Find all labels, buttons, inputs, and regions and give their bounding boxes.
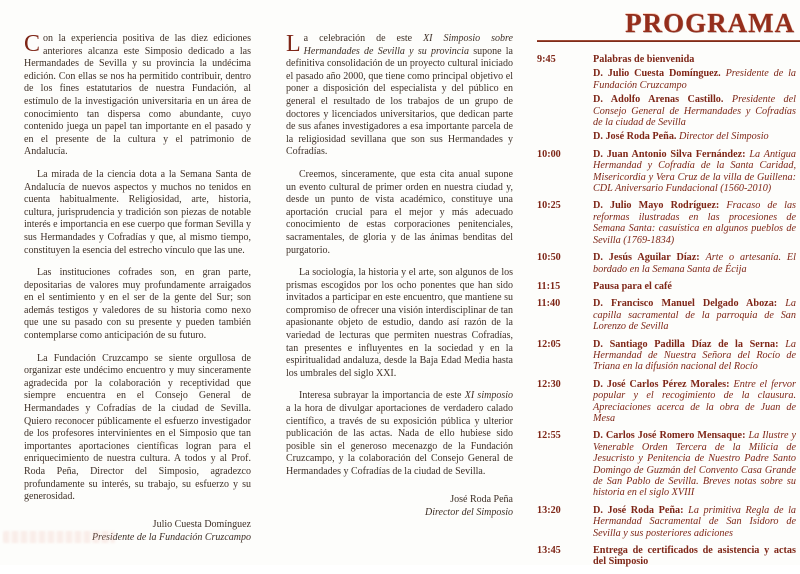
speaker-name: D. Julio Cuesta Domínguez. [593,68,721,80]
signature-role: Director del Simposio [425,506,513,518]
middle-column [286,33,513,519]
entry-time: 10:00 [537,148,561,160]
entry-time: 10:25 [537,200,561,212]
program-entry [537,252,796,275]
paragraph [286,33,513,159]
entry-speaker [593,131,796,142]
program-entry [537,149,796,195]
entry-body [593,200,796,246]
program-entry [537,281,796,292]
paragraph: La sociología, la historia y el arte, son algunos de los prismas escogidos por los ocho ponentes que han sido invitados a participar en este encuentro, que mantiene su compromiso de ofrecer una visión interdisciplinar de tan apasionante objeto de estudio, dando así razón de la variedad de lecturas que permiten nuestras Cofradías, tan presentes e influyentes en la sociedad y en la espiritualidad andaluza, desde la Baja Edad Media hasta los umbrales del siglo XXI. [286,267,513,379]
entry-speaker [593,505,796,539]
entry-topic: Fracaso de las reformas ilustradas en las procesiones de Semana Santa: casuística en algunos pueblos de Sevilla (1769-1834) [593,200,797,246]
entry-time: 11:40 [537,298,561,310]
entry-body [593,379,796,425]
entry-time: 12:30 [537,378,561,390]
left-column [24,33,251,544]
entry-time: 13:45 [537,545,561,557]
entry-topic: Arte o artesanía. El bordado en la Semana Santa de Écija [593,252,796,275]
entry-speaker [593,298,796,332]
program-entry [537,545,796,568]
entry-body [593,149,796,195]
paragraph [286,390,513,478]
speaker-role: Presidente del Consejo General de Hermandades y Cofradías de la ciudad de Sevilla [593,94,796,129]
entry-speaker [593,379,796,425]
entry-speaker [593,149,796,195]
speaker-name: D. Francisco Manuel Delgado Aboza: [593,298,778,310]
paragraph-text: a la hora de divulgar aportaciones de verdadero calado científico, a través de su exposición pública y ulterior publicación de las actas. Nada de ello hubiese sido posible sin el generoso mecenazgo de la Fundación Cruzcampo, y la colaboración del Consejo General de Hermandades y Cofradías de la ciudad de Sevilla. [286,403,513,477]
drop-cap: L [286,31,301,57]
paragraph: Creemos, sinceramente, que esta cita anual supone un evento cultural de primer orden en nuestra ciudad y, desde un punto de vista académico, constituye una aportación crucial para el mejor y más adecuado conocimiento de estas corporaciones penitenciales, sacramentales, de gloria y de las ánimas benditas del purgatorio. [286,168,513,256]
entry-body [593,252,796,275]
watermark [3,531,115,543]
program-title: PROGRAMA [625,8,795,38]
signature-role: Presidente de la Fundación Cruzcampo [91,531,251,543]
entry-body [593,298,796,332]
paragraph-text: on la experiencia positiva de las diez ediciones anteriores alcanza este Simposio dedicado a las Hermandades de Sevilla y su provincia la undécima edición. Con ellas se nos ha permitido contribuir, dentro de los fines estatutarios de nuestra Fundación, al estímulo de la investigación universitaria en un área de conocimiento tan dispersa como abundante, cuyo contenido juega un papel tan importante en el pasado y en el presente de la cultura y el patrimonio de Andalucía. [24,33,251,158]
program-schedule [537,54,796,574]
signature-middle [286,493,513,519]
entry-time: 10:50 [537,252,561,264]
speaker-name: D. Carlos José Romero Mensaque: [593,430,746,442]
paragraph-italic: XI Simposio sobre Hermandades de Sevilla y su provincia [303,33,513,57]
entry-topic: La Hermandad de Nuestra Señora del Rocío de Triana en la difusión nacional del Rocío [593,338,797,373]
speaker-name: D. José Carlos Pérez Morales: [593,378,730,390]
entry-topic: La Antigua Hermandad y Cofradía de la Santa Caridad, Misericordia y Vera Cruz de la villa de Guillena: CDL Aniversario Fundacional (1560-2010) [593,148,796,195]
speaker-name: D. Santiago Padilla Díaz de la Serna: [593,338,779,350]
paragraph: La Fundación Cruzcampo se siente orgullosa de organizar este undécimo encuentro y muy sinceramente agradecida por la colaboración y receptividad que siempre encuentra en el Consejo General de Hermandades y Cofradías de la ciudad de Sevilla. Quiero reconocer públicamente el esfuerzo investigador de los profesores intervinientes en el Simposio que tan importantes aportaciones científicas logran para el enriquecimiento de nuestra cultura. A todos y al Prof. Roda Peña, Director del Simposio, agradezco profundamente su interés, su trabajo, su esfuerzo y su generosidad. [24,352,251,503]
entry-speaker [593,68,796,91]
entry-body [593,505,796,539]
speaker-role: Presidente de la Fundación Cruzcampo [593,68,796,91]
entry-speaker [593,94,796,128]
entry-title: Pausa para el café [593,280,672,292]
entry-time: 12:55 [537,430,561,442]
speaker-name: D. Juan Antonio Silva Fernández: [593,148,746,160]
speaker-name: D. José Roda Peña: [593,504,684,516]
entry-body [593,430,796,498]
entry-time: 13:20 [537,504,561,516]
entry-body [593,545,796,568]
entry-time: 9:45 [537,54,556,65]
entry-speaker [593,430,796,498]
speaker-name: D. Jesús Aguilar Díaz: [593,252,700,264]
entry-speaker [593,339,796,373]
entry-time: 11:15 [537,280,561,292]
entry-title: Palabras de bienvenida [593,54,695,65]
entry-time: 12:05 [537,338,561,350]
signature-name: Julio Cuesta Domínguez [152,518,251,530]
paragraph-text: supone la definitiva consolidación de un proyecto cultural iniciado el pasado año 2000, que tiene como principal objetivo el poner a disposición del especialista y del público en general el resultado de los trabajos de un grupo de doctores y licenciados universitarios, que dedican parte de sus afanes investigadores a esa importante parcela de la religiosidad sevillana que son sus Hermandades y Cofradías. [286,45,513,158]
entry-body [593,281,796,292]
signature-name: José Roda Peña [450,493,513,505]
speaker-name: D. Julio Mayo Rodríguez: [593,200,720,212]
entry-speaker [593,252,796,275]
program-entry [537,200,796,246]
paragraph [24,33,251,159]
entry-topic: La capilla sacramental de la parroquia de San Lorenzo de Sevilla [593,298,797,333]
entry-title: Entrega de certificados de asistencia y actas del Simposio [593,545,796,568]
program-entry [537,54,796,143]
drop-cap: C [24,31,41,57]
entry-topic: La Ilustre y Venerable Orden Tercera de la Milicia de Jesucristo y Penitencia de Nuestro Padre Santo Domingo de Guzmán del Convento Casa Grande de San Pablo de Sevilla. Breves notas sobre su historia en el siglo XVIII [593,430,796,499]
program-entry [537,298,796,332]
entry-body [593,54,796,143]
paragraph-text: Interesa subrayar la importancia de este [299,390,465,402]
entry-topic: Entre el fervor popular y el recogimiento de la clausura. Apreciaciones acerca de la obra de Juan de Mesa [593,378,796,424]
title-rule [537,40,800,42]
program-entry [537,430,796,498]
program-entry [537,379,796,425]
paragraph-italic: XI simposio [464,390,513,402]
paragraph: Las instituciones cofrades son, en gran parte, depositarias de valores muy profundamente arraigados en el sentimiento y en el ser de la gente del Sur; son además testigos y valedores de su historia como nexo que une su pasado con su presente y pueden también contemplarse como anticipación de su futuro. [24,267,251,342]
speaker-role: Director del Simposio [679,131,769,143]
entry-topic: La primitiva Regla de la Hermandad Sacramental de San Isidoro de Sevilla y sus posteriores adiciones [593,504,797,539]
paragraph: La mirada de la ciencia dota a la Semana Santa de Andalucía de nuevos aspectos y muchos no tenidos en cuenta habitualmente. Religiosidad, arte, historia, cultura, jurisprudencia y tradición son piezas de notable interés e importancia en ese cuerpo que forman Sevilla y sus Hermandades y Cofradías y que, al mismo tiempo, constituyen la esencia del estrecho vínculo que las une. [24,168,251,256]
program-entry [537,339,796,373]
speaker-name: D. José Roda Peña. [593,131,677,143]
speaker-name: D. Adolfo Arenas Castillo. [593,94,724,106]
entry-body [593,339,796,373]
paragraph-text: a celebración de este [303,33,424,44]
entry-speaker [593,200,796,246]
program-entry [537,505,796,539]
